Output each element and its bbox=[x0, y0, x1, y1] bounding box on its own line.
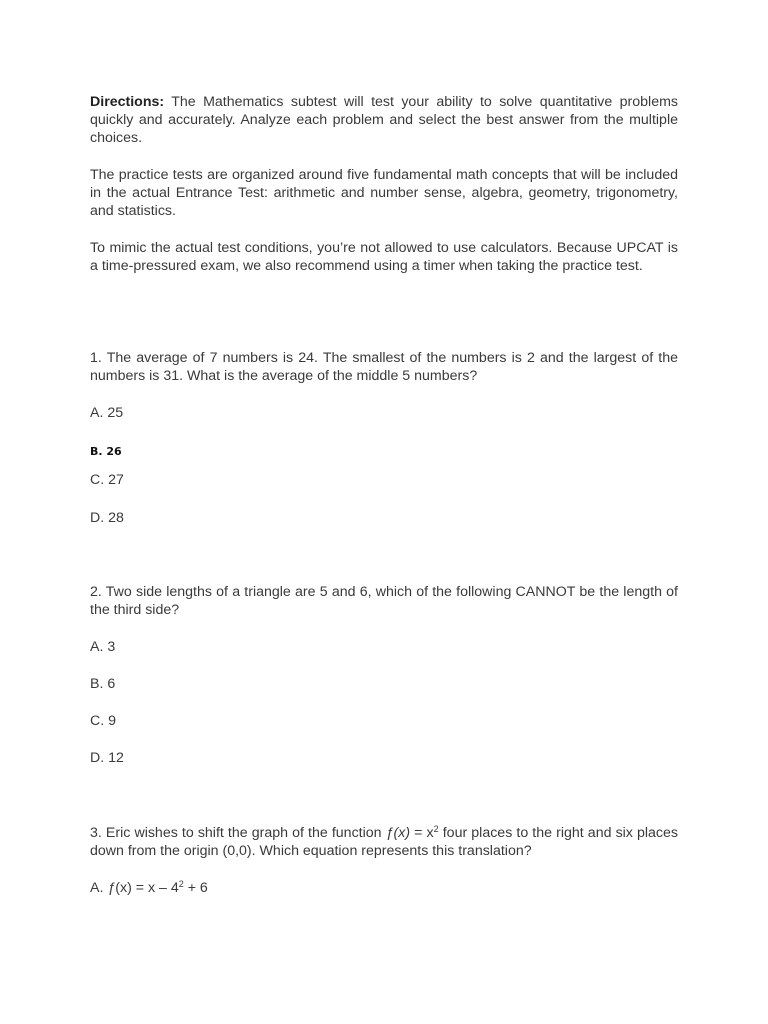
question-1: 1. The average of 7 numbers is 24. The smallest of the numbers is 2 and the largest of the numbers is 31. What is the average of the middle 5 numbers? bbox=[90, 350, 678, 384]
q3-equation: = x bbox=[410, 825, 434, 841]
q2-option-c: C. 9 bbox=[90, 713, 117, 729]
q3-function: ƒ(x) bbox=[385, 825, 411, 841]
q1-option-c: C. 27 bbox=[90, 472, 124, 488]
q1-option-a: A. 25 bbox=[90, 405, 124, 421]
q3-a-equation: (x) = x – 4 bbox=[115, 880, 179, 896]
question-3 bbox=[90, 824, 678, 860]
q3-a-function: ƒ bbox=[107, 880, 116, 896]
q3-exponent: 2 bbox=[433, 824, 439, 834]
q2-option-d: D. 12 bbox=[90, 750, 124, 766]
q2-option-a: A. 3 bbox=[90, 639, 116, 655]
q2-option-b: B. 6 bbox=[90, 676, 116, 692]
question-2: 2. Two side lengths of a triangle are 5 and 6, which of the following CANNOT be the length of the third side? bbox=[90, 584, 678, 618]
q3-text-start: 3. Eric wishes to shift the graph of the function bbox=[90, 825, 386, 841]
q3-a-exponent: 2 bbox=[178, 879, 184, 889]
q1-option-b: B. 26 bbox=[90, 445, 122, 458]
q3-a-letter: A. bbox=[90, 880, 108, 896]
q3-text-end: four places to the right and six places down from the origin (0,0). Which equation represents this translation? bbox=[90, 825, 679, 859]
directions-label: Directions: bbox=[90, 94, 165, 110]
q3-option-a bbox=[90, 879, 208, 897]
q1-option-d: D. 28 bbox=[90, 510, 124, 526]
concepts-paragraph: The practice tests are organized around five fundamental math concepts that will be included in the actual Entrance Test: arithmetic and number sense, algebra, geometry, trigonometry, and statistics. bbox=[90, 167, 678, 219]
q3-a-constant: + 6 bbox=[183, 880, 208, 896]
conditions-paragraph: To mimic the actual test conditions, you’re not allowed to use calculators. Because UPCAT is a time-pressured exam, we also recommend using a timer when taking the practice test. bbox=[90, 240, 678, 274]
directions-text: The Mathematics subtest will test your ability to solve quantitative problems quickly and accurately. Analyze each problem and select the best answer from the multiple choices. bbox=[90, 94, 678, 146]
directions-paragraph bbox=[90, 93, 678, 147]
